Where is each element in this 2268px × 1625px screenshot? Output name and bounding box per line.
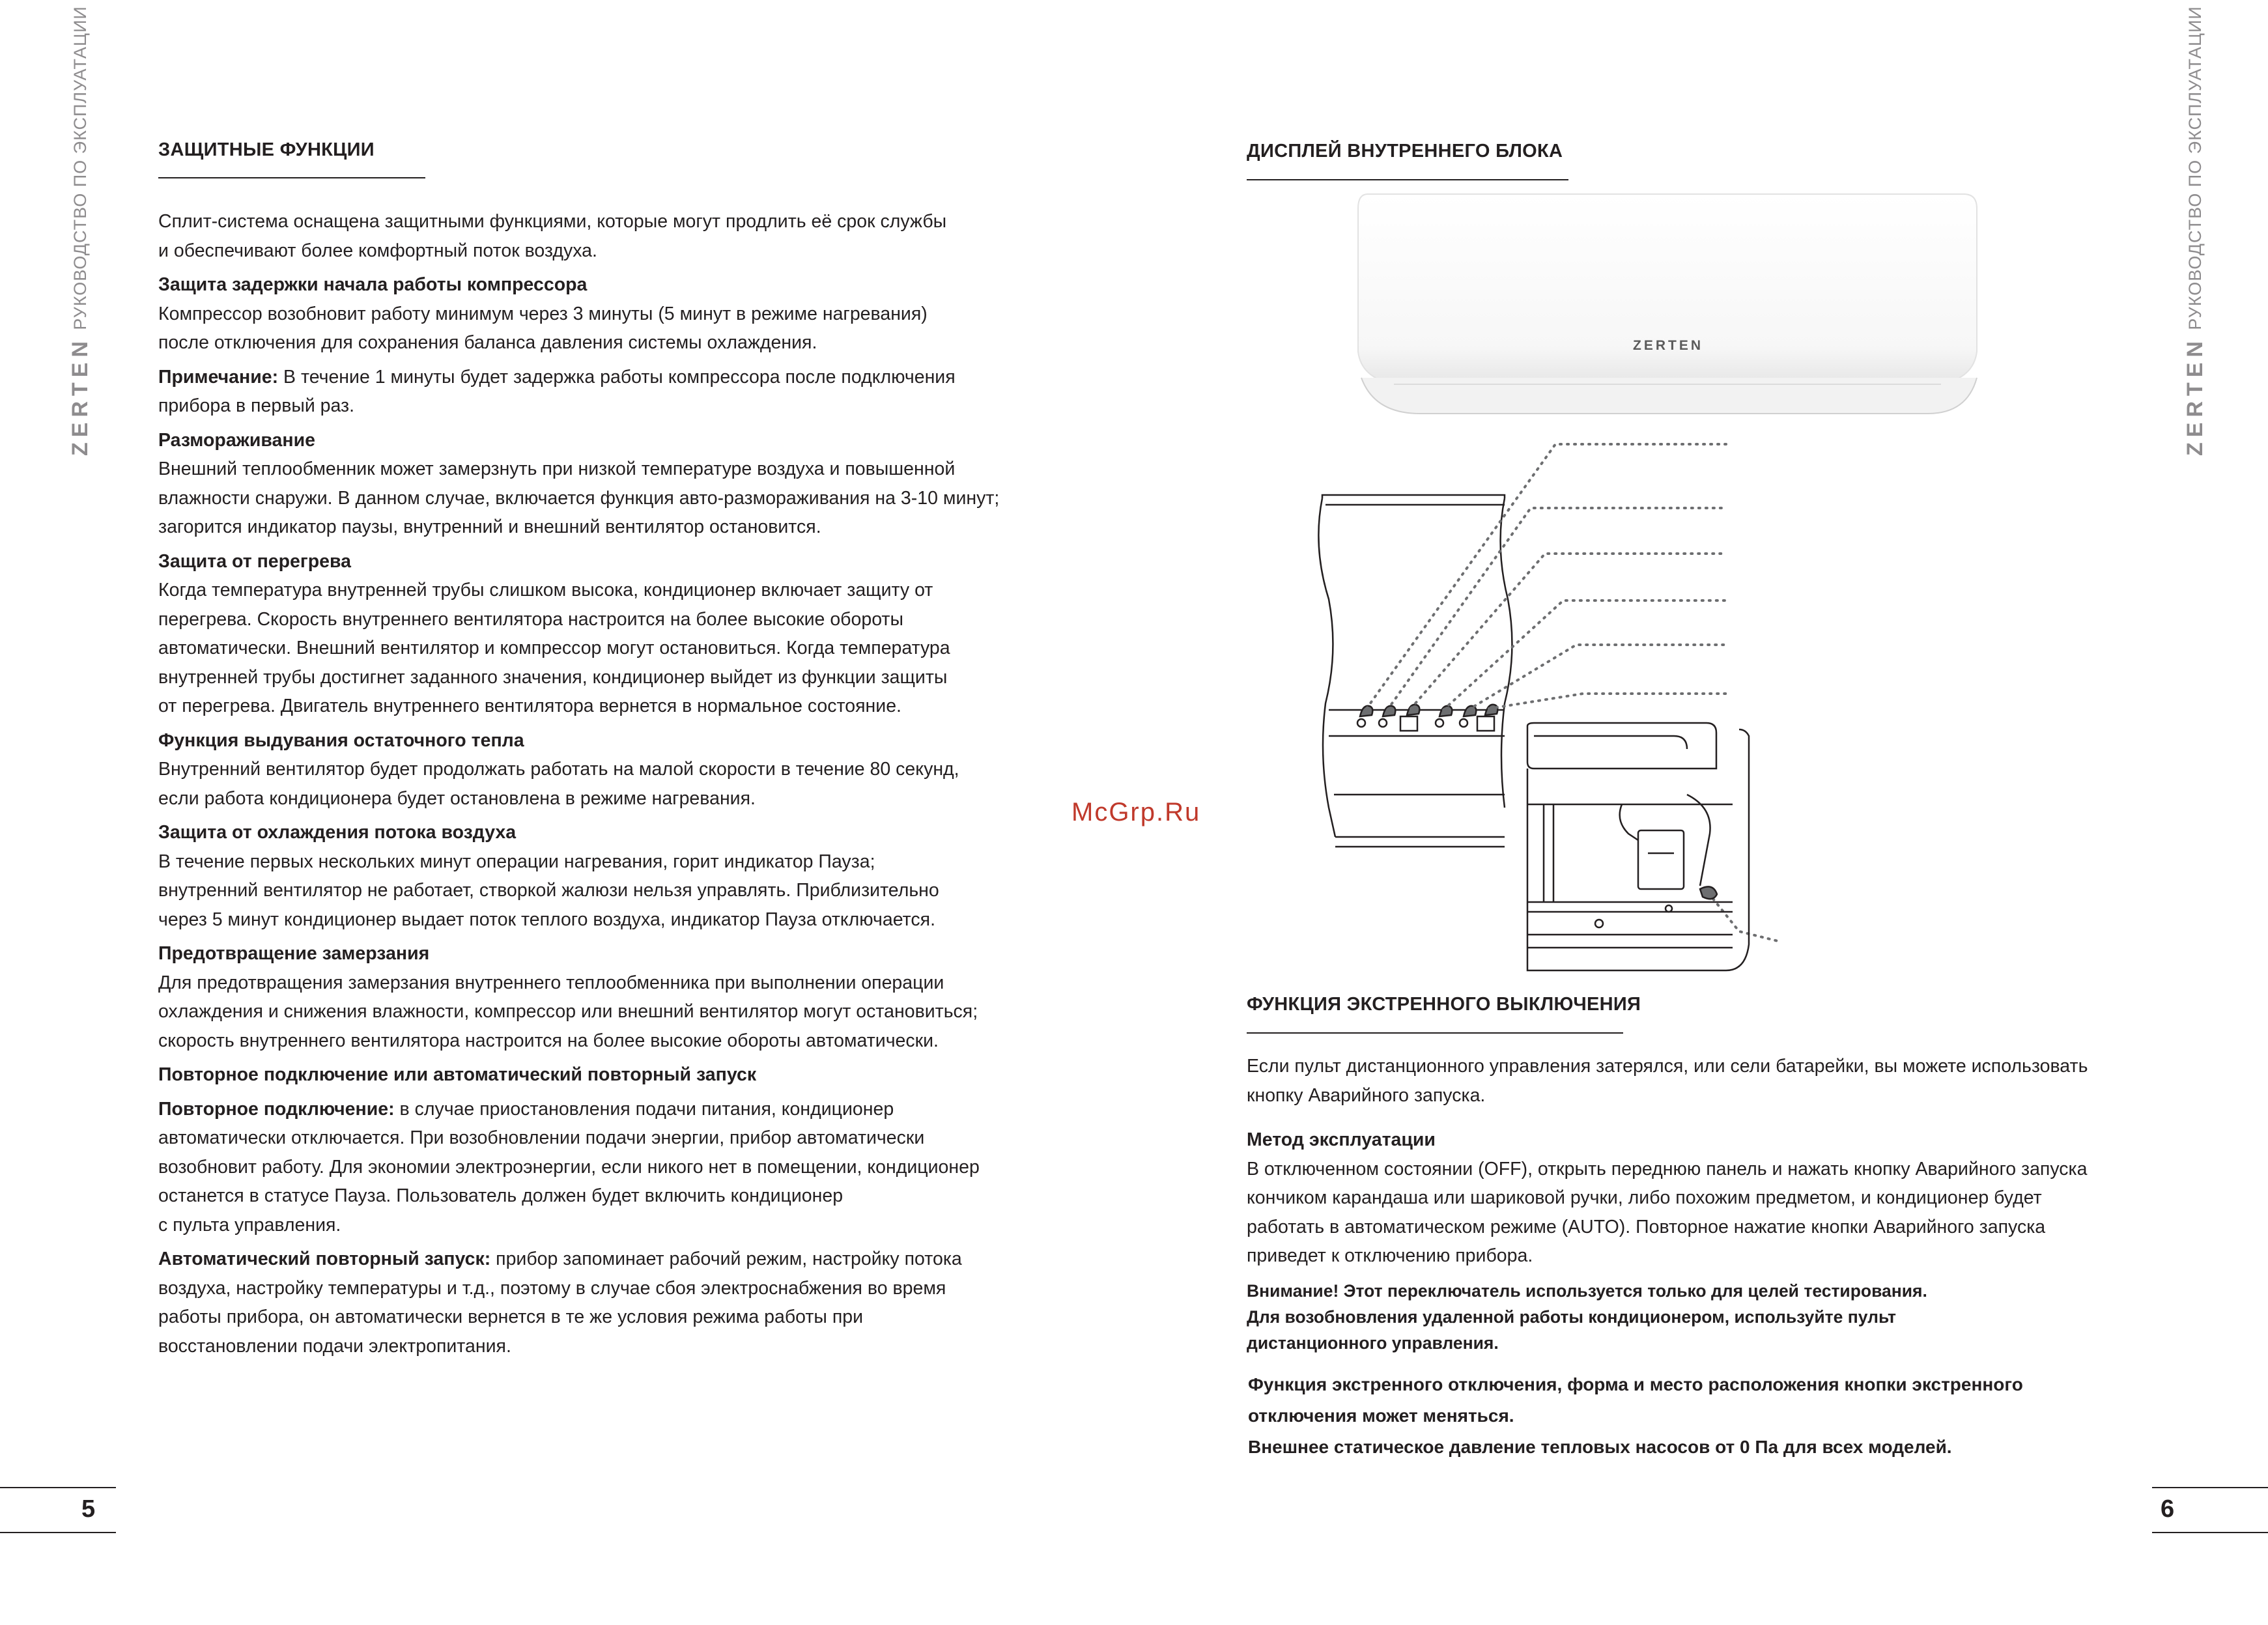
left-side-strip [61,0,100,456]
paragraph-line: влажности снаружи. В данном случае, включается функция авто-размораживания на 3-10 минут; [158,487,1000,509]
paragraph-line: Внутренний вентилятор будет продолжать работать на малой скорости в течение 80 секунд, [158,759,959,780]
warning-line: Внимание! Этот переключатель используется только для целей тестирования. [1247,1281,1927,1301]
control-box [1638,830,1684,889]
section-title-emergency: ФУНКЦИЯ ЭКСТРЕННОГО ВЫКЛЮЧЕНИЯ [1247,994,1641,1015]
paragraph-line: Когда температура внутренней трубы слишком высока, кондиционер включает защиту от [158,580,933,601]
paragraph-line: Если пульт дистанционного управления затерялся, или сели батарейки, вы можете использовать [1247,1056,2088,1077]
reconnect-line [158,1095,1057,1124]
paragraph-line: автоматически отключается. При возобновлении подачи энергии, прибор автоматически [158,1127,925,1148]
paragraph-line: останется в статусе Пауза. Пользователь должен будет включить кондиционер [158,1185,843,1206]
section-title-underline [1247,1032,1623,1034]
side-brand: ZERTEN [2182,335,2207,456]
paragraph-line: приведет к отключению прибора. [1247,1245,1533,1266]
unit-body [1358,194,1977,384]
page-number-rule-left-top [0,1487,116,1488]
page-number-rule-right-bottom [2152,1532,2268,1533]
final-line: Внешнее статическое давление тепловых насосов от 0 Па для всех моделей. [1248,1437,1952,1457]
heading-residual-heat: Функция выдувания остаточного тепла [158,729,524,751]
paragraph-line: прибора в первый раз. [158,395,355,416]
pointer-hand-emergency [1700,886,1717,899]
leader-line-5 [1468,645,1726,710]
page-number-rule-left-bottom [0,1532,116,1533]
heading-defrost: Размораживание [158,429,315,451]
paragraph-line: В отключенном состоянии (OFF), открыть переднюю панель и нажать кнопку Аварийного запуска [1247,1158,2088,1180]
section-title-underline [1247,179,1568,180]
paragraph-line: скорость внутреннего вентилятора настроится на более высокие обороты автоматически. [158,1030,939,1051]
right-column-text [1247,1052,2172,1271]
paragraph-line: загорится индикатор паузы, внутренний и внешний вентилятор остановится. [158,516,821,537]
pointer-hand-3 [1407,705,1419,715]
heading-cold-air: Защита от охлаждения потока воздуха [158,822,517,843]
unit-brand-logo: ZERTEN [1633,338,1703,353]
auto-restart-text: прибор запоминает рабочий режим, настройку потока [490,1249,962,1269]
panel-wavy-left [1318,498,1335,837]
note-line [158,363,1057,392]
heading-compressor-delay: Защита задержки начала работы компрессора [158,274,588,295]
final-line: отключения может меняться. [1248,1406,1514,1426]
intro-line: Сплит-система оснащена защитными функциями, которые могут продлить её срок службы [158,211,947,232]
paragraph-line: Компрессор возобновит работу минимум через 3 минуты (5 минут в режиме нагревания) [158,303,928,324]
auto-restart-label: Автоматический повторный запуск: [158,1249,491,1269]
heading-restart: Повторное подключение или автоматический повторный запуск [158,1064,757,1085]
unit-bottom-edge [1361,378,1977,414]
right-side-strip [2176,0,2215,456]
paragraph-line: Внешний теплообменник может замерзнуть при низкой температуре воздуха и повышенной [158,459,956,479]
heading-anti-freeze: Предотвращение замерзания [158,943,430,964]
display-panel-diagram [1309,430,1804,983]
paragraph-line: Для предотвращения замерзания внутреннего теплообменника при выполнении операции [158,972,944,993]
reconnect-text: в случае приостановления подачи питания, кондиционер [394,1098,894,1120]
paragraph-line: автоматически. Внешний вентилятор и компрессор могут остановиться. Когда температура [158,638,950,658]
paragraph-line: через 5 минут кондиционер выдает поток теплого воздуха, индикатор Пауза отключается. [158,909,935,930]
panel-outline [1322,495,1505,498]
paragraph-line: возобновит работу. Для экономии электроэнергии, если никого нет в помещении, кондиционер [158,1156,980,1178]
warning-line: Для возобновления удаленной работы кондиционером, используйте пульт [1247,1307,1896,1327]
open-unit-lid [1527,723,1716,769]
paragraph-line: с пульта управления. [158,1214,341,1236]
page-number-right: 6 [2161,1495,2175,1523]
pointer-hand-4 [1439,706,1452,716]
paragraph-line: от перегрева. Двигатель внутреннего вентилятора вернется в нормальное состояние. [158,696,901,716]
section-title-display: ДИСПЛЕЙ ВНУТРЕННЕГО БЛОКА [1247,141,1563,162]
paragraph-line: В течение первых нескольких минут операции нагревания, горит индикатор Пауза; [158,851,875,872]
paragraph-line: кончиком карандаша или шариковой ручки, либо похожим предметом, и кондиционер будет [1247,1187,2042,1208]
note-label: Примечание: [158,366,279,388]
leader-line-6 [1489,694,1726,709]
watermark: McGrp.Ru [1071,798,1201,827]
auto-restart-line [158,1245,1057,1274]
paragraph-line: охлаждения и снижения влажности, компрессор или внешний вентилятор могут остановиться; [158,1001,978,1022]
pointer-hand-6 [1485,705,1497,715]
paragraph-line: внутренней трубы достигнет заданного значения, кондиционер выйдет из функции защиты [158,666,948,688]
paragraph-line: после отключения для сохранения баланса давления системы охлаждения. [158,332,817,353]
paragraph-line: внутренний вентилятор не работает, створкой жалюзи нельзя управлять. Приблизительно [158,880,939,901]
heading-method: Метод эксплуатации [1247,1129,1436,1150]
leader-line-1 [1367,444,1726,709]
note-text: В течение 1 минуты будет задержка работы компрессора после подключения [278,366,956,388]
page-number-rule-right-top [2152,1487,2268,1488]
final-notes [1248,1369,2173,1463]
side-title: РУКОВОДСТВО ПО ЭКСПЛУАТАЦИИ [70,6,90,330]
leader-line-3 [1411,554,1726,709]
paragraph-line: кнопку Аварийного запуска. [1247,1084,1486,1106]
indoor-unit-illustration [1348,189,1987,423]
side-title: РУКОВОДСТВО ПО ЭКСПЛУАТАЦИИ [2185,6,2205,330]
paragraph-line: воздуха, настройку температуры и т.д., поэтому в случае сбоя электроснабжения во время [158,1277,946,1299]
warning-text [1247,1278,2172,1356]
section-title-protective: ЗАЩИТНЫЕ ФУНКЦИИ [158,139,375,160]
final-line: Функция экстренного отключения, форма и место расположения кнопки экстренного [1248,1374,2023,1394]
left-column-text [158,207,1057,1361]
page-number-left: 5 [81,1495,96,1523]
paragraph-line: если работа кондиционера будет остановлена в режиме нагревания. [158,787,756,809]
pointer-hand-2 [1383,706,1395,716]
warning-line: дистанционного управления. [1247,1333,1499,1353]
paragraph-line: перегрева. Скорость внутреннего вентилятора настроится на более высокие обороты [158,608,903,630]
paragraph-line: работать в автоматическом режиме (AUTO). Повторное нажатие кнопки Аварийного запуска [1247,1216,2046,1237]
intro-line: и обеспечивают более комфортный поток воздуха. [158,240,597,261]
reconnect-label: Повторное подключение: [158,1098,395,1120]
side-brand: ZERTEN [67,335,92,456]
heading-overheat: Защита от перегрева [158,550,352,572]
paragraph-line: восстановлении подачи электропитания. [158,1335,511,1357]
section-title-underline [158,177,425,178]
paragraph-line: работы прибора, он автоматически вернется в те же условия режима работы при [158,1307,864,1327]
